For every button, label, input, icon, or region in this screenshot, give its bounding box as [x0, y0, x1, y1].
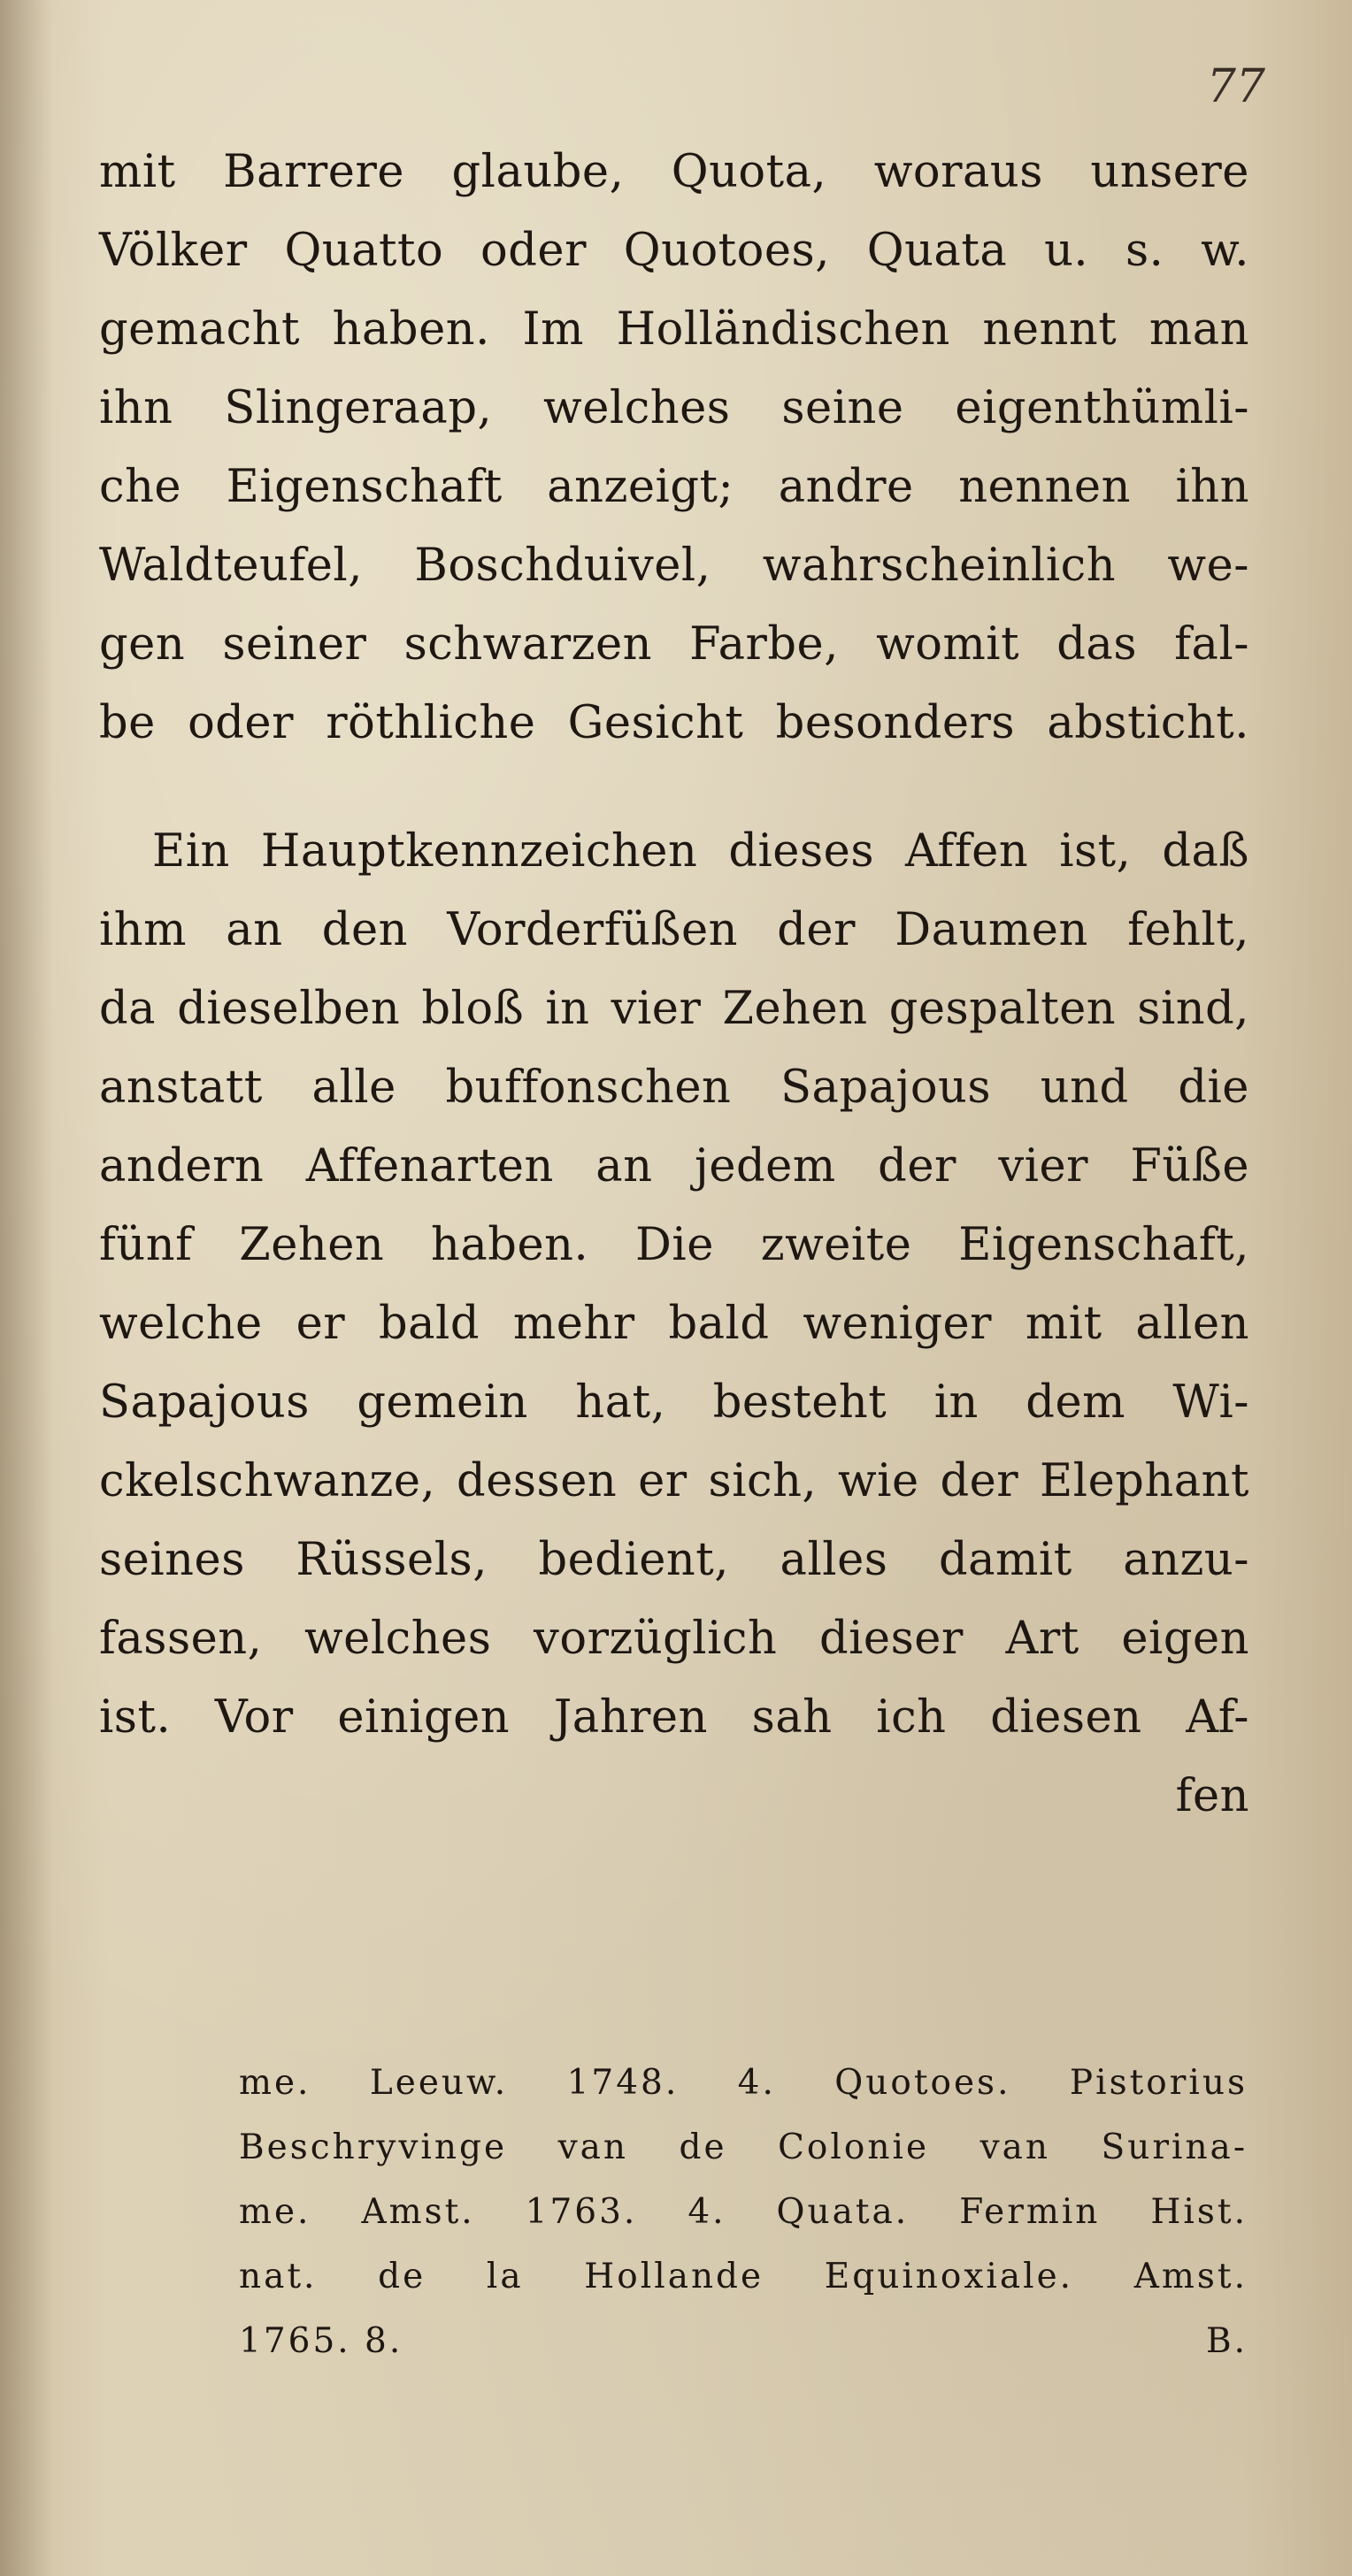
text-line: fünf Zehen haben. Die zweite Eigenschaft, [99, 1219, 1249, 1271]
footnote-line: me. Leeuw. 1748. 4. Quotoes. Pistorius [239, 2063, 1248, 2103]
main-text [99, 133, 1249, 1836]
text-line: andern Affenarten an jedem der vier Füße [99, 1140, 1249, 1192]
text-line: welche er bald mehr bald weniger mit allen [99, 1298, 1249, 1350]
text-line: gemacht haben. Im Holländischen nennt man [99, 303, 1249, 356]
footnote-line: Beschryvinge van de Colonie van Surina- [239, 2128, 1248, 2167]
text-line: Ein Hauptkennzeichen dieses Affen ist, daß [152, 825, 1249, 878]
text-line: che Eigenschaft anzeigt; andre nennen ihn [99, 461, 1249, 513]
paragraph-1 [99, 133, 1249, 763]
footnote [239, 2051, 1248, 2373]
text-line: ist. Vor einigen Jahren sah ich diesen Af- [99, 1691, 1249, 1744]
spine-shadow [0, 0, 53, 2576]
text-line: gen seiner schwarzen Farbe, womit das fal- [99, 618, 1249, 671]
footnote-year-format: 1765. 8. [239, 2321, 403, 2361]
paragraph-2 [99, 812, 1249, 1836]
footnote-line: nat. de la Hollande Equinoxiale. Amst. [239, 2257, 1248, 2296]
page-number: 77 [1206, 60, 1265, 113]
text-line: Sapajous gemein hat, besteht in dem Wi- [99, 1376, 1249, 1429]
text-line: Waldteufel, Boschduivel, wahrscheinlich we- [99, 540, 1249, 592]
paragraph-gap [99, 763, 1249, 812]
footnote-last-line [239, 2309, 1248, 2373]
text-line: mit Barrere glaube, Quota, woraus unsere [99, 146, 1249, 198]
text-line: ckelschwanze, dessen er sich, wie der Elephant [99, 1455, 1249, 1507]
catchword: fen [1175, 1770, 1249, 1822]
footnote-line: me. Amst. 1763. 4. Quata. Fermin Hist. [239, 2192, 1248, 2232]
text-line: seines Rüssels, bedient, alles damit anzu- [99, 1534, 1249, 1586]
text-line: be oder röthliche Gesicht besonders absticht. [99, 697, 1249, 749]
text-line: ihn Slingeraap, welches seine eigenthümli- [99, 382, 1249, 434]
text-line: Völker Quatto oder Quotoes, Quata u. s. w. [99, 225, 1249, 277]
text-line: ihm an den Vorderfüßen der Daumen fehlt, [99, 904, 1249, 956]
signature-mark: B. [1205, 2321, 1248, 2361]
text-line: fassen, welches vorzüglich dieser Art eigen [99, 1613, 1249, 1665]
text-line: da dieselben bloß in vier Zehen gespalten sind, [99, 983, 1249, 1035]
text-line: anstatt alle buffonschen Sapajous und die [99, 1062, 1249, 1114]
